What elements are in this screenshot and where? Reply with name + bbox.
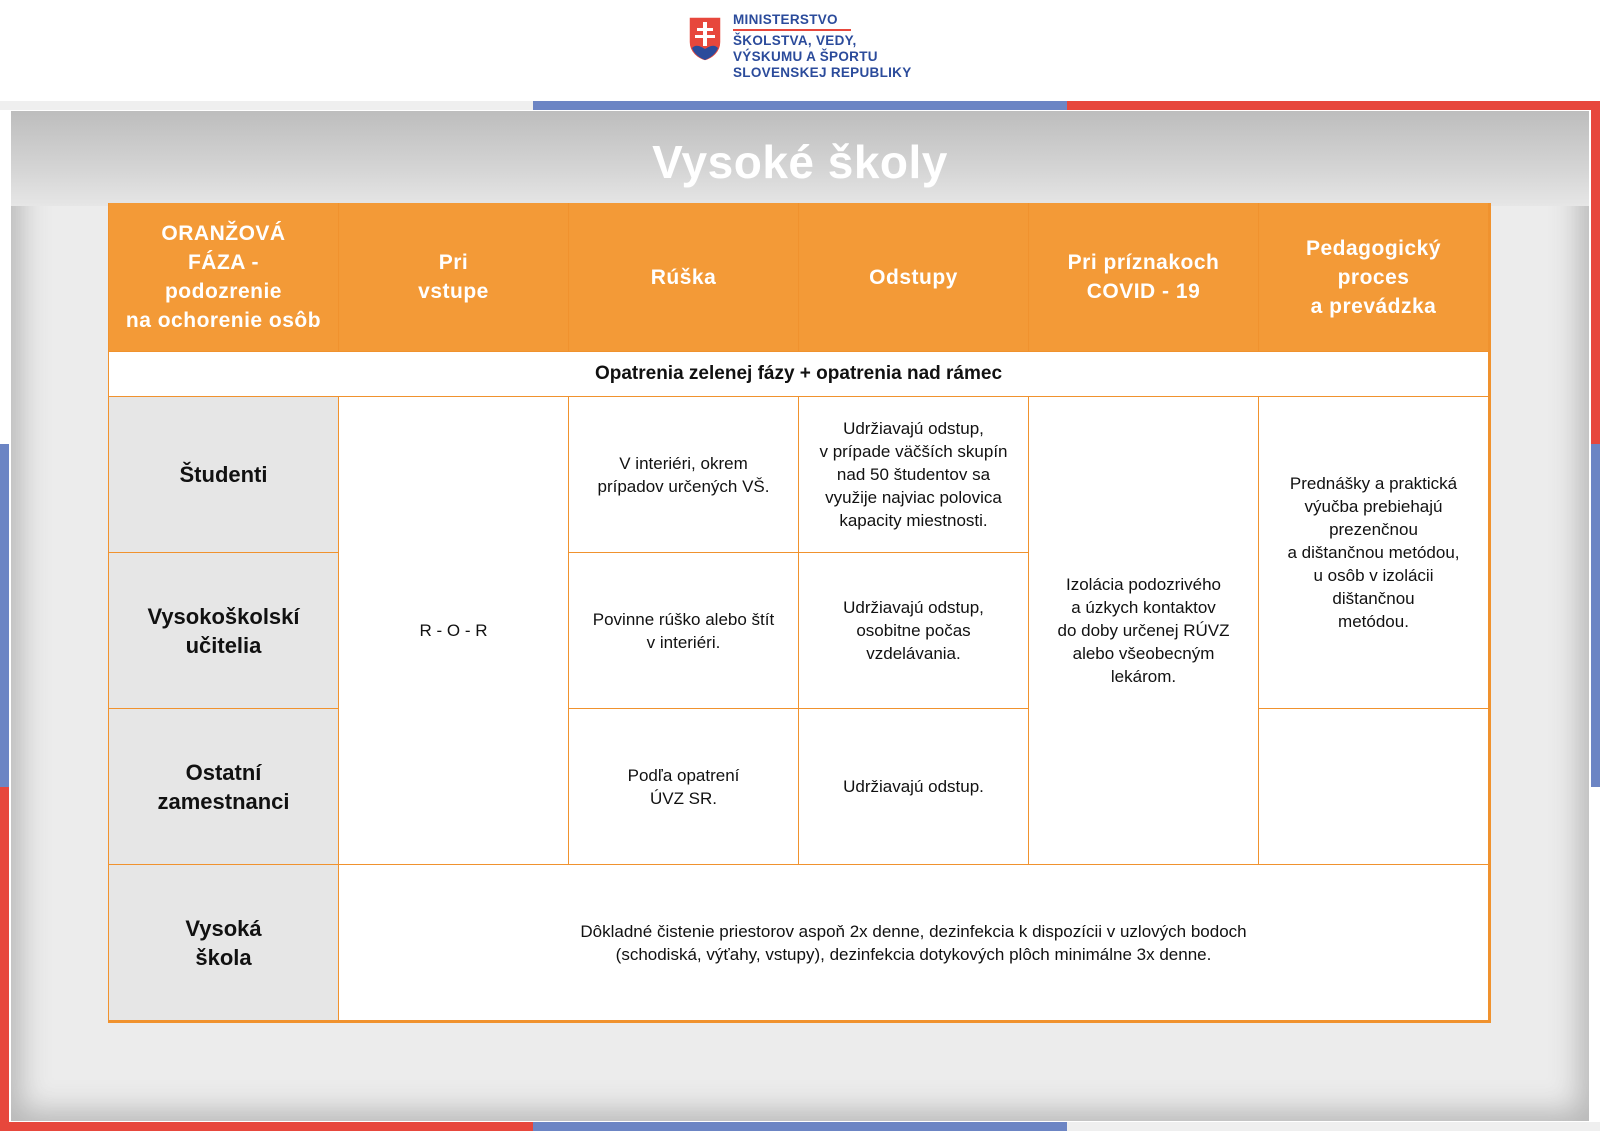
frame-bar-bottom-gray xyxy=(1067,1122,1600,1131)
cell-school-cleaning: Dôkladné čistenie priestorov aspoň 2x denne, dezinfekcia k dispozícii v uzlových bodoch (schodiská, výťahy, vstupy), dezinfekcia dotykových plôch minimálne 3x denne. xyxy=(339,865,1488,1020)
cell-distancing-staff: Udržiavajú odstup. xyxy=(799,709,1028,864)
subheader-row: Opatrenia zelenej fázy + opatrenia nad rámec xyxy=(109,352,1488,396)
header-cell-symptoms: Pri príznakoch COVID - 19 xyxy=(1029,203,1258,351)
header-cell-entry: Pri vstupe xyxy=(339,203,568,351)
measures-table xyxy=(108,203,1491,1023)
cell-pedagogy-staff xyxy=(1259,709,1488,864)
cell-pedagogy: Prednášky a praktická výučba prebiehajú prezenčnou a dištančnou metódou, u osôb v izolácii dištančnou metódou. xyxy=(1259,397,1488,708)
header-cell-masks: Rúška xyxy=(569,203,798,351)
frame-bar-top-gray xyxy=(0,101,533,110)
frame-bar-top-red xyxy=(1067,101,1600,110)
cell-distancing-teachers: Udržiavajú odstup, osobitne počas vzdelávania. xyxy=(799,553,1028,708)
slovak-coat-of-arms-icon xyxy=(688,16,722,62)
cell-masks-staff: Podľa opatrení ÚVZ SR. xyxy=(569,709,798,864)
cell-entry-ror: R - O - R xyxy=(339,397,568,864)
logo-line: VÝSKUMU A ŠPORTU xyxy=(733,49,878,64)
page-title: Vysoké školy xyxy=(652,136,948,188)
cell-distancing-students: Udržiavajú odstup, v prípade väčších skupín nad 50 študentov sa využije najviac polovica kapacity miestnosti. xyxy=(799,397,1028,552)
header-cell-pedagogy: Pedagogický proces a prevádzka xyxy=(1259,203,1488,351)
frame-bar-left-blue xyxy=(0,444,9,787)
cell-masks-teachers: Povinne rúško alebo štít v interiéri. xyxy=(569,553,798,708)
frame-bar-right-blue xyxy=(1591,444,1600,787)
cell-symptoms: Izolácia podozrivého a úzkych kontaktov do doby určenej RÚVZ alebo všeobecným lekárom. xyxy=(1029,397,1258,864)
frame-bar-bottom-red xyxy=(0,1122,533,1131)
header-cell-phase: ORANŽOVÁ FÁZA - podozrenie na ochorenie osôb xyxy=(109,203,338,351)
frame-bar-bottom-blue xyxy=(533,1122,1067,1131)
row-label-school: Vysoká škola xyxy=(109,865,338,1020)
logo-line: MINISTERSTVO xyxy=(733,12,851,31)
row-label-teachers: Vysokoškolskí učitelia xyxy=(109,553,338,708)
logo-line: ŠKOLSTVA, VEDY, xyxy=(733,33,857,48)
logo-line: SLOVENSKEJ REPUBLIKY xyxy=(733,65,912,80)
row-label-students: Študenti xyxy=(109,397,338,552)
header-cell-distancing: Odstupy xyxy=(799,203,1028,351)
cell-masks-students: V interiéri, okrem prípadov určených VŠ. xyxy=(569,397,798,552)
ministry-logo xyxy=(688,12,928,92)
row-label-staff: Ostatní zamestnanci xyxy=(109,709,338,864)
frame-bar-left-red xyxy=(0,787,9,1131)
frame-bar-top-blue xyxy=(533,101,1067,110)
